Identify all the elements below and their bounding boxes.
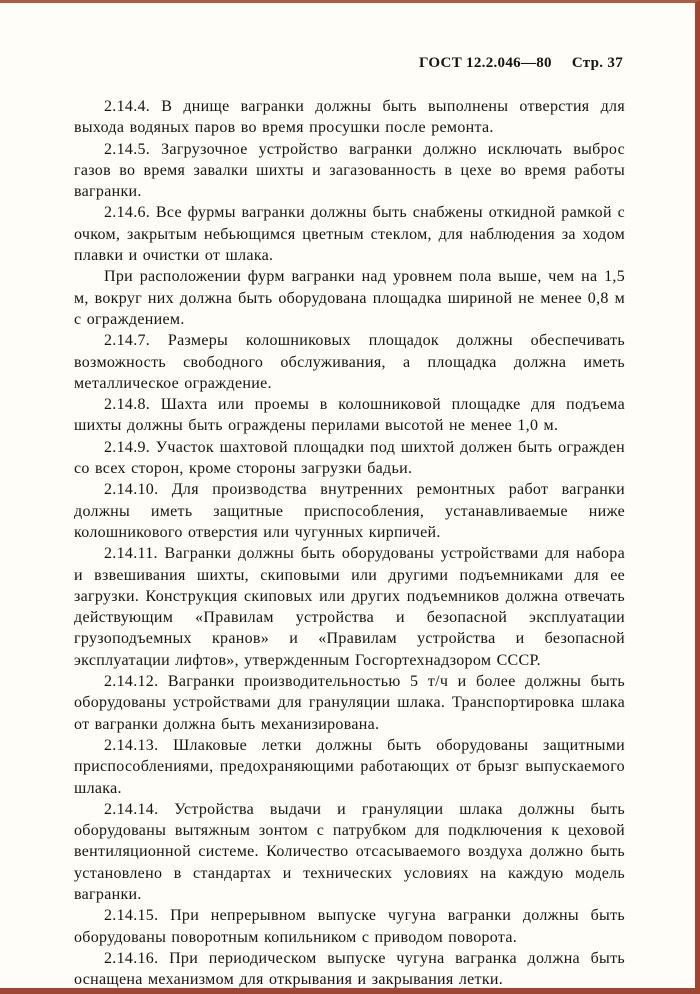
- para-2-14-16: 2.14.16. При периодическом выпуске чугуна вагранка должна быть оснащена механизмом для открывания и закрывания летки.: [74, 949, 625, 989]
- doc-number: ГОСТ 12.2.046—80: [418, 55, 552, 71]
- para-2-14-11: 2.14.11. Вагранки должны быть оборудованы устройствами для набора и взвешивания шихты, скиповыми или другими подъемниками для ее загрузки. Конструкция скиповых или других подъемников должна отвечать действующим «Правилам устройства и безопасной эксплуатации грузоподъемных кранов» и «Правилам устройства и безопасной эксплуатации лифтов», утвержденным Госгортехнадзором СССР.: [74, 545, 625, 669]
- para-2-14-15: 2.14.15. При непрерывном выпуске чугуна вагранки должны быть оборудованы поворотным копильником с приводом поворота.: [74, 907, 625, 946]
- para-2-14-6-cont: При расположении фурм вагранки над уровнем пола выше, чем на 1,5 м, вокруг них должна быть оборудована площадка шириной не менее 0,8 м с ограждением.: [74, 268, 625, 328]
- page-number-label: Стр. 37: [571, 55, 623, 71]
- para-2-14-10: 2.14.10. Для производства внутренних ремонтных работ вагранки должны иметь защитные приспособления, устанавливаемые ниже колошникового отверстия или чугунных кирпичей.: [74, 481, 625, 541]
- para-2-14-9: 2.14.9. Участок шахтовой площадки под шихтой должен быть огражден со всех сторон, кроме стороны загрузки бадьи.: [74, 438, 625, 478]
- document-body: [74, 96, 625, 990]
- para-2-14-6: 2.14.6. Все фурмы вагранки должны быть снабжены откидной рамкой с очком, закрытым небьющимся цветным стеклом, для наблюдения за ходом плавки и очистки от шлака.: [74, 204, 625, 265]
- para-2-14-14: 2.14.14. Устройства выдачи и грануляции шлака должны быть оборудованы вытяжным зонтом с патрубком для подключения к цеховой вентиляционной системе. Количество отсасываемого воздуха должно быть установлено в стандартах и технических условиях на каждую модель вагранки.: [74, 800, 625, 903]
- page-header: [74, 55, 625, 72]
- para-2-14-8: 2.14.8. Шахта или проемы в колошниковой площадке для подъема шихты должны быть ограждены перилами высотой не менее 1,0 м.: [74, 396, 625, 435]
- para-2-14-5: 2.14.5. Загрузочное устройство вагранки должно исключать выброс газов во время завалки шихты и загазованность в цехе во время работы вагранки.: [74, 140, 625, 201]
- para-2-14-13: 2.14.13. Шлаковые летки должны быть оборудованы защитными приспособлениями, предохраняющими работающих от брызг выпускаемого шлака.: [74, 736, 625, 797]
- para-2-14-7: 2.14.7. Размеры колошниковых площадок должны обеспечивать возможность свободного обслуживания, а площадка должна иметь металлическое ограждение.: [74, 332, 625, 392]
- para-2-14-12: 2.14.12. Вагранки производительностью 5 т/ч и более должны быть оборудованы устройствами для грануляции шлака. Транспортировка шлака от вагранки должна быть механизирована.: [74, 673, 625, 733]
- para-2-14-4: 2.14.4. В днище вагранки должны быть выполнены отверстия для выхода водяных паров во время просушки после ремонта.: [74, 98, 625, 137]
